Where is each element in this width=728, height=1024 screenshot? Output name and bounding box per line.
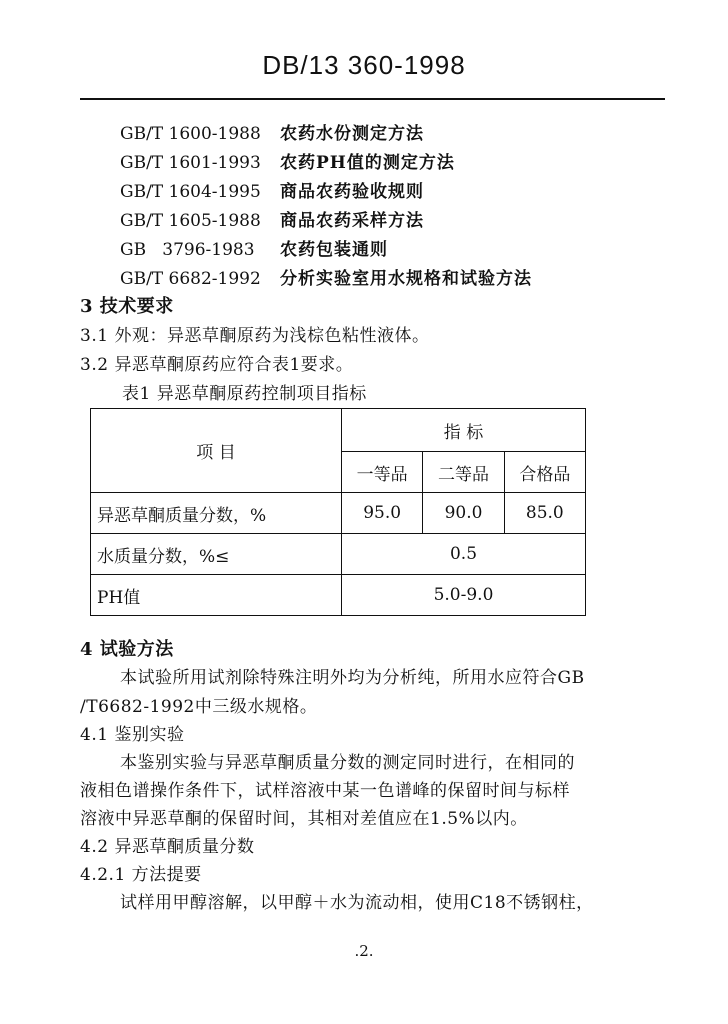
reference-name: 分析实验室用水规格和试验方法: [280, 269, 532, 289]
reference-item: [120, 119, 424, 144]
clause-3-1: 3.1 外观：异恶草酮原药为浅棕色粘性液体。: [80, 326, 430, 346]
reference-code: GB/T 1600-1988: [120, 124, 261, 144]
paragraph-line: 本试验所用试剂除特殊注明外均为分析纯，所用水应符合GB: [120, 668, 585, 688]
cell-value: 95.0: [342, 493, 423, 534]
cell-value: 85.0: [504, 493, 585, 534]
table-header-index: 指 标: [342, 409, 586, 452]
cell-value: 90.0: [423, 493, 504, 534]
reference-item: [120, 177, 424, 202]
clause-heading: 4.2 异恶草酮质量分数: [80, 837, 255, 857]
reference-name: 商品农药采样方法: [280, 211, 424, 231]
spec-table: [90, 408, 586, 616]
grade-header: 二等品: [423, 452, 504, 493]
grade-header: 合格品: [504, 452, 585, 493]
reference-name: 商品农药验收规则: [280, 182, 424, 202]
reference-name: 农药PH值的测定方法: [280, 153, 455, 173]
page-number: .2.: [354, 942, 374, 960]
reference-code: GB/T 1605-1988: [120, 211, 261, 231]
cell-value: 0.5: [342, 534, 586, 575]
reference-item: [120, 206, 424, 231]
paragraph-line: 本鉴别实验与异恶草酮质量分数的测定同时进行，在相同的: [120, 753, 575, 773]
row-label: 异恶草酮质量分数，%: [91, 493, 342, 534]
paragraph-line: /T6682-1992中三级水规格。: [80, 697, 318, 717]
clause-heading: 4.1 鉴别实验: [80, 725, 185, 745]
reference-code: GB 3796-1983: [120, 240, 255, 260]
table-header-item: 项 目: [91, 409, 342, 493]
reference-name: 农药包装通则: [280, 240, 388, 260]
reference-item: [120, 264, 532, 289]
paragraph-line: 溶液中异恶草酮的保留时间，其相对差值应在1.5%以内。: [80, 809, 528, 829]
paragraph-line: 试样用甲醇溶解，以甲醇＋水为流动相，使用C18不锈钢柱，: [120, 893, 594, 913]
section-heading: 4 试验方法: [80, 639, 174, 660]
table-caption: 表1 异恶草酮原药控制项目指标: [122, 384, 367, 404]
cell-value: 5.0-9.0: [342, 575, 586, 616]
reference-code: GB/T 1601-1993: [120, 153, 261, 173]
reference-code: GB/T 6682-1992: [120, 269, 261, 289]
paragraph-line: 液相色谱操作条件下，试样溶液中某一色谱峰的保留时间与标样: [80, 781, 570, 801]
row-label: 水质量分数，%≤: [91, 534, 342, 575]
header-rule: [80, 98, 665, 100]
row-label: PH值: [91, 575, 342, 616]
reference-item: [120, 148, 455, 173]
reference-code: GB/T 1604-1995: [120, 182, 261, 202]
section-heading: 3 技术要求: [80, 296, 174, 317]
grade-header: 一等品: [342, 452, 423, 493]
clause-3-2: 3.2 异恶草酮原药应符合表1要求。: [80, 355, 354, 375]
clause-heading: 4.2.1 方法提要: [80, 865, 202, 885]
reference-name: 农药水份测定方法: [280, 124, 424, 144]
reference-item: [120, 235, 388, 260]
document-code: DB/13 360-1998: [262, 50, 466, 80]
